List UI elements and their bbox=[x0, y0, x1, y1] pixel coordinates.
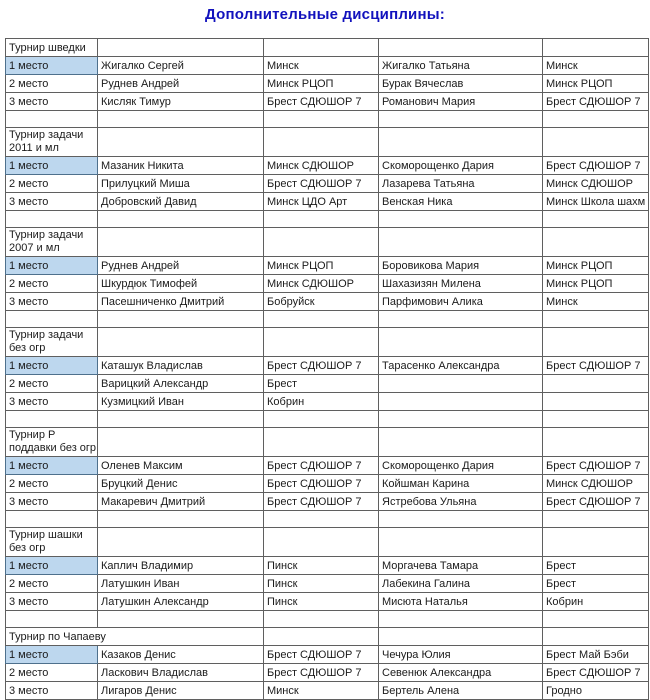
empty-cell bbox=[379, 511, 543, 528]
empty-cell bbox=[98, 528, 264, 557]
winner2-city-cell: Минск РЦОП bbox=[543, 257, 649, 275]
section-header-row bbox=[6, 428, 649, 457]
winner-name-cell: Макаревич Дмитрий bbox=[98, 493, 264, 511]
empty-cell bbox=[6, 311, 98, 328]
winner2-city-cell: Брест bbox=[543, 575, 649, 593]
empty-cell bbox=[98, 511, 264, 528]
winner2-name-cell: Бертель Алена bbox=[379, 682, 543, 700]
empty-cell bbox=[379, 611, 543, 628]
winner2-name-cell: Лазарева Татьяна bbox=[379, 175, 543, 193]
empty-cell bbox=[379, 128, 543, 157]
result-row bbox=[6, 257, 649, 275]
winner-name-cell: Прилуцкий Миша bbox=[98, 175, 264, 193]
winner-name-cell: Латушкин Иван bbox=[98, 575, 264, 593]
winner2-name-cell: Жигалко Татьяна bbox=[379, 57, 543, 75]
empty-cell bbox=[264, 511, 379, 528]
section-header-row bbox=[6, 228, 649, 257]
winner2-name-cell: Тарасенко Александра bbox=[379, 357, 543, 375]
empty-cell bbox=[379, 211, 543, 228]
section-header-row bbox=[6, 528, 649, 557]
empty-cell bbox=[98, 611, 264, 628]
place-cell: 3 место bbox=[6, 193, 98, 211]
empty-cell bbox=[543, 311, 649, 328]
result-row bbox=[6, 593, 649, 611]
winner-city-cell: Минск РЦОП bbox=[264, 75, 379, 93]
empty-cell bbox=[264, 411, 379, 428]
empty-cell bbox=[379, 428, 543, 457]
winner-name-cell: Пасешниченко Дмитрий bbox=[98, 293, 264, 311]
empty-cell bbox=[543, 528, 649, 557]
empty-cell bbox=[98, 128, 264, 157]
winner2-city-cell: Минск РЦОП bbox=[543, 75, 649, 93]
empty-cell bbox=[98, 211, 264, 228]
winner-city-cell: Пинск bbox=[264, 575, 379, 593]
winner2-city-cell bbox=[543, 375, 649, 393]
winner-name-cell: Кузмицкий Иван bbox=[98, 393, 264, 411]
empty-cell bbox=[379, 39, 543, 57]
winner2-city-cell bbox=[543, 393, 649, 411]
winner-city-cell: Брест СДЮШОР 7 bbox=[264, 493, 379, 511]
place-cell: 3 место bbox=[6, 293, 98, 311]
empty-cell bbox=[264, 328, 379, 357]
winner-name-cell: Варицкий Александр bbox=[98, 375, 264, 393]
winner2-name-cell: Лабекина Галина bbox=[379, 575, 543, 593]
winner-city-cell: Минск bbox=[264, 682, 379, 700]
spacer-row bbox=[6, 211, 649, 228]
empty-cell bbox=[543, 228, 649, 257]
empty-cell bbox=[264, 611, 379, 628]
winner2-city-cell: Брест bbox=[543, 557, 649, 575]
empty-cell bbox=[98, 39, 264, 57]
empty-cell bbox=[543, 628, 649, 646]
result-row bbox=[6, 375, 649, 393]
section-title-cell: Турнир задачи без огр bbox=[6, 328, 98, 357]
empty-cell bbox=[543, 511, 649, 528]
winner2-city-cell: Кобрин bbox=[543, 593, 649, 611]
empty-cell bbox=[264, 228, 379, 257]
place-cell: 2 место bbox=[6, 475, 98, 493]
winner-city-cell: Минск bbox=[264, 57, 379, 75]
winner2-city-cell: Минск bbox=[543, 57, 649, 75]
winner2-city-cell: Брест СДЮШОР 7 bbox=[543, 157, 649, 175]
winner-city-cell: Минск РЦОП bbox=[264, 257, 379, 275]
empty-cell bbox=[379, 328, 543, 357]
winner-name-cell: Казаков Денис bbox=[98, 646, 264, 664]
place-cell: 2 место bbox=[6, 75, 98, 93]
winner2-city-cell: Минск РЦОП bbox=[543, 275, 649, 293]
winner-name-cell: Руднев Андрей bbox=[98, 257, 264, 275]
result-row bbox=[6, 557, 649, 575]
place-cell: 1 место bbox=[6, 157, 98, 175]
section-title-cell: Турнир задачи 2007 и мл bbox=[6, 228, 98, 257]
result-row bbox=[6, 93, 649, 111]
results-table-body bbox=[6, 39, 649, 700]
page-title: Дополнительные дисциплины: bbox=[205, 6, 445, 23]
winner2-city-cell: Брест СДЮШОР 7 bbox=[543, 357, 649, 375]
empty-cell bbox=[543, 39, 649, 57]
empty-cell bbox=[264, 628, 379, 646]
page bbox=[0, 6, 650, 700]
empty-cell bbox=[264, 211, 379, 228]
place-cell: 1 место bbox=[6, 57, 98, 75]
winner2-city-cell: Брест СДЮШОР 7 bbox=[543, 93, 649, 111]
spacer-row bbox=[6, 411, 649, 428]
winner2-name-cell: Скоморощенко Дария bbox=[379, 457, 543, 475]
empty-cell bbox=[6, 111, 98, 128]
section-header-row bbox=[6, 328, 649, 357]
winner2-name-cell: Венская Ника bbox=[379, 193, 543, 211]
winner2-city-cell: Брест СДЮШОР 7 bbox=[543, 457, 649, 475]
winner-name-cell: Кисляк Тимур bbox=[98, 93, 264, 111]
place-cell: 3 место bbox=[6, 393, 98, 411]
place-cell: 2 место bbox=[6, 275, 98, 293]
winner2-city-cell: Минск bbox=[543, 293, 649, 311]
winner-city-cell: Брест СДЮШОР 7 bbox=[264, 646, 379, 664]
winner2-city-cell: Брест СДЮШОР 7 bbox=[543, 664, 649, 682]
empty-cell bbox=[379, 111, 543, 128]
winner-city-cell: Брест СДЮШОР 7 bbox=[264, 357, 379, 375]
empty-cell bbox=[98, 311, 264, 328]
result-row bbox=[6, 664, 649, 682]
winner2-city-cell: Минск СДЮШОР bbox=[543, 475, 649, 493]
winner-city-cell: Кобрин bbox=[264, 393, 379, 411]
winner-name-cell: Жигалко Сергей bbox=[98, 57, 264, 75]
place-cell: 1 место bbox=[6, 357, 98, 375]
winner-name-cell: Каплич Владимир bbox=[98, 557, 264, 575]
winner2-name-cell: Скоморощенко Дария bbox=[379, 157, 543, 175]
place-cell: 1 место bbox=[6, 457, 98, 475]
result-row bbox=[6, 475, 649, 493]
empty-cell bbox=[379, 311, 543, 328]
result-row bbox=[6, 457, 649, 475]
empty-cell bbox=[264, 528, 379, 557]
winner2-name-cell: Боровикова Мария bbox=[379, 257, 543, 275]
winner-name-cell: Добровский Давид bbox=[98, 193, 264, 211]
place-cell: 2 место bbox=[6, 664, 98, 682]
empty-cell bbox=[543, 411, 649, 428]
place-cell: 1 место bbox=[6, 646, 98, 664]
empty-cell bbox=[543, 328, 649, 357]
place-cell: 2 место bbox=[6, 375, 98, 393]
winner-name-cell: Бруцкий Денис bbox=[98, 475, 264, 493]
place-cell: 3 место bbox=[6, 93, 98, 111]
section-title-cell: Турнир Р поддавки без огр bbox=[6, 428, 98, 457]
result-row bbox=[6, 575, 649, 593]
winner-city-cell: Брест СДЮШОР 7 bbox=[264, 475, 379, 493]
empty-cell bbox=[543, 128, 649, 157]
empty-cell bbox=[6, 611, 98, 628]
winner2-city-cell: Минск Школа шахм bbox=[543, 193, 649, 211]
empty-cell bbox=[264, 39, 379, 57]
winner-name-cell: Оленев Максим bbox=[98, 457, 264, 475]
winner-city-cell: Брест СДЮШОР 7 bbox=[264, 175, 379, 193]
section-title-cell: Турнир по Чапаеву bbox=[6, 628, 264, 646]
winner2-city-cell: Брест Май Бэби bbox=[543, 646, 649, 664]
winner2-city-cell: Брест СДЮШОР 7 bbox=[543, 493, 649, 511]
spacer-row bbox=[6, 111, 649, 128]
empty-cell bbox=[98, 328, 264, 357]
place-cell: 2 место bbox=[6, 175, 98, 193]
empty-cell bbox=[379, 411, 543, 428]
winner-city-cell: Минск СДЮШОР bbox=[264, 157, 379, 175]
winner-city-cell: Минск ЦДО Арт bbox=[264, 193, 379, 211]
winner-name-cell: Руднев Андрей bbox=[98, 75, 264, 93]
empty-cell bbox=[264, 128, 379, 157]
result-row bbox=[6, 175, 649, 193]
place-cell: 2 место bbox=[6, 575, 98, 593]
winner-name-cell: Лигаров Денис bbox=[98, 682, 264, 700]
place-cell: 1 место bbox=[6, 257, 98, 275]
spacer-row bbox=[6, 611, 649, 628]
section-title-cell: Турнир задачи 2011 и мл bbox=[6, 128, 98, 157]
spacer-row bbox=[6, 511, 649, 528]
winner-city-cell: Брест СДЮШОР 7 bbox=[264, 664, 379, 682]
empty-cell bbox=[98, 228, 264, 257]
empty-cell bbox=[543, 611, 649, 628]
winner2-city-cell: Гродно bbox=[543, 682, 649, 700]
result-row bbox=[6, 75, 649, 93]
winner2-city-cell: Минск СДЮШОР bbox=[543, 175, 649, 193]
result-row bbox=[6, 193, 649, 211]
section-header-row bbox=[6, 128, 649, 157]
winner-city-cell: Брест СДЮШОР 7 bbox=[264, 457, 379, 475]
empty-cell bbox=[6, 511, 98, 528]
result-row bbox=[6, 157, 649, 175]
spacer-row bbox=[6, 311, 649, 328]
empty-cell bbox=[6, 211, 98, 228]
place-cell: 1 место bbox=[6, 557, 98, 575]
section-title-cell: Турнир шашки без огр bbox=[6, 528, 98, 557]
winner2-name-cell bbox=[379, 375, 543, 393]
winner-city-cell: Бобруйск bbox=[264, 293, 379, 311]
empty-cell bbox=[543, 211, 649, 228]
winner2-name-cell: Шахазизян Милена bbox=[379, 275, 543, 293]
empty-cell bbox=[543, 428, 649, 457]
winner-name-cell: Латушкин Александр bbox=[98, 593, 264, 611]
winner2-name-cell: Моргачева Тамара bbox=[379, 557, 543, 575]
winner-name-cell: Каташук Владислав bbox=[98, 357, 264, 375]
empty-cell bbox=[6, 411, 98, 428]
empty-cell bbox=[264, 311, 379, 328]
result-row bbox=[6, 682, 649, 700]
results-table bbox=[5, 38, 649, 700]
winner2-name-cell: Мисюта Наталья bbox=[379, 593, 543, 611]
section-title-cell: Турнир шведки bbox=[6, 39, 98, 57]
empty-cell bbox=[98, 111, 264, 128]
winner-name-cell: Ласкович Владислав bbox=[98, 664, 264, 682]
winner-name-cell: Мазаник Никита bbox=[98, 157, 264, 175]
empty-cell bbox=[379, 628, 543, 646]
empty-cell bbox=[379, 228, 543, 257]
section-header-row bbox=[6, 39, 649, 57]
empty-cell bbox=[98, 411, 264, 428]
result-row bbox=[6, 275, 649, 293]
place-cell: 3 место bbox=[6, 593, 98, 611]
winner2-name-cell: Ястребова Ульяна bbox=[379, 493, 543, 511]
winner-city-cell: Минск СДЮШОР bbox=[264, 275, 379, 293]
section-header-row bbox=[6, 628, 649, 646]
result-row bbox=[6, 393, 649, 411]
empty-cell bbox=[264, 428, 379, 457]
empty-cell bbox=[543, 111, 649, 128]
winner2-name-cell bbox=[379, 393, 543, 411]
winner-city-cell: Брест СДЮШОР 7 bbox=[264, 93, 379, 111]
empty-cell bbox=[379, 528, 543, 557]
winner2-name-cell: Парфимович Алика bbox=[379, 293, 543, 311]
winner2-name-cell: Бурак Вячеслав bbox=[379, 75, 543, 93]
winner-city-cell: Пинск bbox=[264, 557, 379, 575]
result-row bbox=[6, 646, 649, 664]
winner2-name-cell: Койшман Карина bbox=[379, 475, 543, 493]
place-cell: 3 место bbox=[6, 493, 98, 511]
winner2-name-cell: Севенюк Александра bbox=[379, 664, 543, 682]
empty-cell bbox=[98, 428, 264, 457]
empty-cell bbox=[264, 111, 379, 128]
result-row bbox=[6, 293, 649, 311]
result-row bbox=[6, 57, 649, 75]
winner-city-cell: Пинск bbox=[264, 593, 379, 611]
winner2-name-cell: Романович Мария bbox=[379, 93, 543, 111]
winner-name-cell: Шкурдюк Тимофей bbox=[98, 275, 264, 293]
winner2-name-cell: Чечура Юлия bbox=[379, 646, 543, 664]
place-cell: 3 место bbox=[6, 682, 98, 700]
result-row bbox=[6, 493, 649, 511]
winner-city-cell: Брест bbox=[264, 375, 379, 393]
result-row bbox=[6, 357, 649, 375]
